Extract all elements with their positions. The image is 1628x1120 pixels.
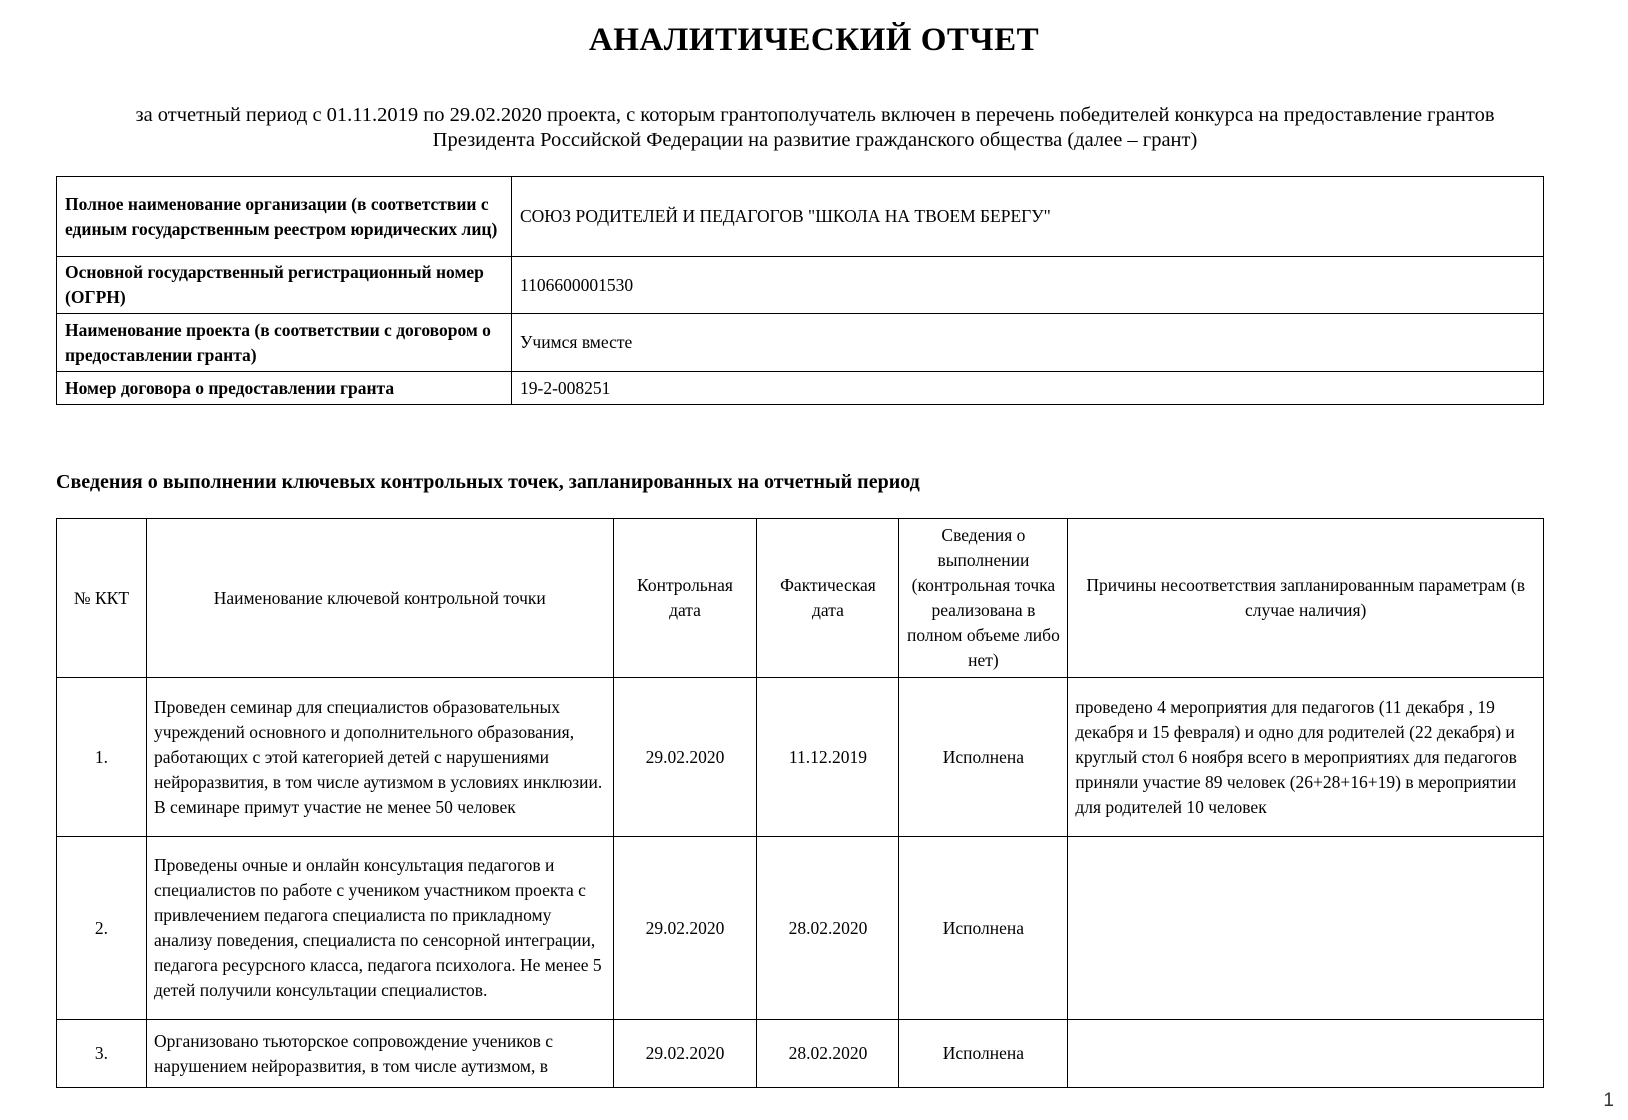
row-actual-date: 11.12.2019 — [757, 678, 899, 837]
row-planned-date: 29.02.2020 — [613, 1020, 757, 1088]
table-row — [57, 678, 1544, 837]
report-title: АНАЛИТИЧЕСКИЙ ОТЧЕТ — [588, 22, 1040, 58]
header-status: Сведения о выполнении (контрольная точка реализована в полном объеме либо нет) — [899, 519, 1068, 678]
organization-info-table — [56, 176, 1544, 405]
row-status: Исполнена — [899, 837, 1068, 1020]
row-name: Организовано тьюторское сопровождение учеников с нарушением нейроразвития, в том числе аутизмом, в — [146, 1020, 613, 1088]
info-value: 1106600001530 — [512, 257, 1544, 314]
row-num: 3. — [57, 1020, 147, 1088]
row-planned-date: 29.02.2020 — [613, 837, 757, 1020]
table-row — [57, 1020, 1544, 1088]
info-label: Номер договора о предоставлении гранта — [57, 372, 512, 405]
row-name: Проведены очные и онлайн консультация педагогов и специалистов по работе с учеником участником проекта с привлечением педагога специалиста по прикладному анализу поведения, специалиста по сенсорной интеграции, педагога ресурсного класса, педагога психолога. Не менее 5 детей получили консультации специалистов. — [146, 837, 613, 1020]
info-label: Наименование проекта (в соответствии с договором о предоставлении гранта) — [57, 314, 512, 372]
info-row — [57, 314, 1544, 372]
control-points-table — [56, 518, 1544, 1088]
header-num: № ККТ — [57, 519, 147, 678]
page-number: 1 — [1603, 1090, 1614, 1111]
row-reasons — [1068, 837, 1544, 1020]
report-subtitle — [55, 103, 1575, 153]
info-label: Основной государственный регистрационный номер (ОГРН) — [57, 257, 512, 314]
row-num: 1. — [57, 678, 147, 837]
row-reasons: проведено 4 мероприятия для педагогов (11 декабря , 19 декабря и 15 февраля) и одно для родителей (22 декабря) и круглый стол 6 ноября всего в мероприятиях для педагогов приняли участие 89 человек (26+28+16+19) в мероприятии для родителей 10 человек — [1068, 678, 1544, 837]
info-value: Учимся вместе — [512, 314, 1544, 372]
header-actual-date: Фактическая дата — [757, 519, 899, 678]
row-name: Проведен семинар для специалистов образовательных учреждений основного и дополнительного образования, работающих с этой категорией детей с нарушениями нейроразвития, в том числе аутизмом в условиях инклюзии. В семинаре примут участие не менее 50 человек — [146, 678, 613, 837]
info-row — [57, 177, 1544, 257]
header-name: Наименование ключевой контрольной точки — [146, 519, 613, 678]
info-label: Полное наименование организации (в соответствии с единым государственным реестром юридических лиц) — [57, 177, 512, 257]
subtitle-line-2: Президента Российской Федерации на развитие гражданского общества (далее – грант) — [432, 129, 1198, 151]
table-header-row — [57, 519, 1544, 678]
info-row — [57, 257, 1544, 314]
row-actual-date: 28.02.2020 — [757, 1020, 899, 1088]
info-value: 19-2-008251 — [512, 372, 1544, 405]
section-title: Сведения о выполнении ключевых контрольных точек, запланированных на отчетный период — [56, 471, 920, 493]
header-planned-date: Контрольная дата — [613, 519, 757, 678]
row-planned-date: 29.02.2020 — [613, 678, 757, 837]
row-status: Исполнена — [899, 1020, 1068, 1088]
info-row — [57, 372, 1544, 405]
row-actual-date: 28.02.2020 — [757, 837, 899, 1020]
row-num: 2. — [57, 837, 147, 1020]
row-reasons — [1068, 1020, 1544, 1088]
table-row — [57, 837, 1544, 1020]
row-status: Исполнена — [899, 678, 1068, 837]
header-reasons: Причины несоответствия запланированным параметрам (в случае наличия) — [1068, 519, 1544, 678]
subtitle-line-1: за отчетный период с 01.11.2019 по 29.02.2020 проекта, с которым грантополучатель включен в перечень победителей конкурса на предоставление грантов — [135, 104, 1495, 126]
info-value: СОЮЗ РОДИТЕЛЕЙ И ПЕДАГОГОВ "ШКОЛА НА ТВОЕМ БЕРЕГУ" — [512, 177, 1544, 257]
